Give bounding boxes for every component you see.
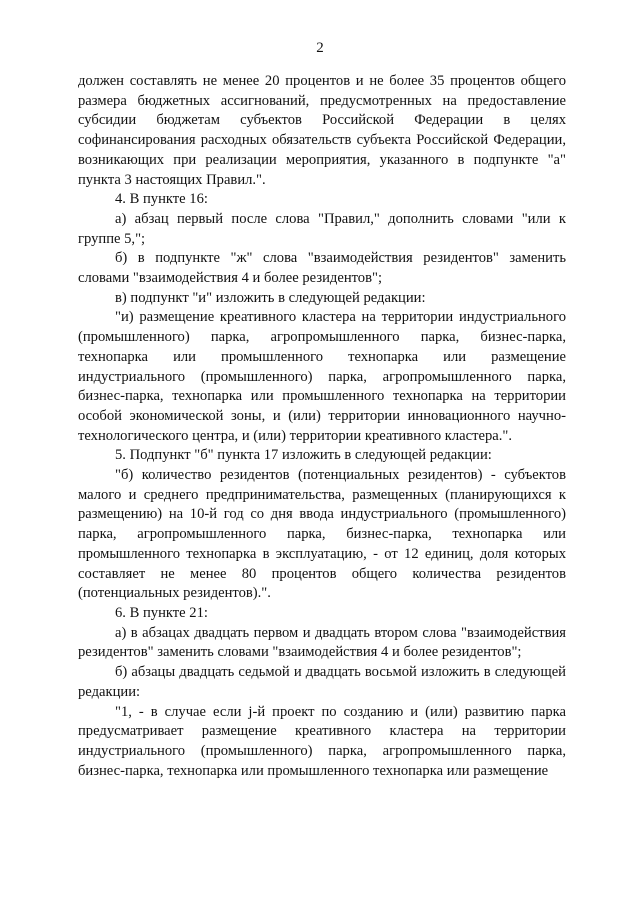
paragraph-quoted-subitem-b: "б) количество резидентов (потенциальных резидентов) - субъектов малого и среднего предпринимательства, размещенных (планирующихся к размещению) на 10-й год со дня ввода индустриального (промышленного) парка, агропромышленного парка, бизнес-парка, технопарка или промышленного технопарка в эксплуатацию, - от 12 единиц, доля которых составляет не менее 80 процентов общего количества резидентов (потенциальных резидентов).". <box>78 467 566 602</box>
paragraph-item-5: 5. Подпункт "б" пункта 17 изложить в следующей редакции: <box>115 447 492 464</box>
paragraph-subitem-v: в) подпункт "и" изложить в следующей редакции: <box>115 289 426 306</box>
paragraph-quoted-formula-text: "1, - в случае если j-й проект по созданию и (или) развитию парка предусматривает размещение креативного кластера на территории индустриального (промышленного) парка, агропромышленного парка, бизнес-парка, технопарка или промышленного технопарка или размещение <box>78 703 566 779</box>
page-number: 2 <box>316 40 324 56</box>
paragraph-item-4-heading: 4. В пункте 16: <box>115 191 208 208</box>
paragraph-item-6-heading: 6. В пункте 21: <box>115 604 208 621</box>
paragraph-subitem-b: б) в подпункте "ж" слова "взаимодействия резидентов" заменить словами "взаимодействия 4 и более резидентов"; <box>78 250 566 287</box>
document-body <box>78 72 566 781</box>
paragraph-continuation: должен составлять не менее 20 процентов и не более 35 процентов общего размера бюджетных ассигнований, предусмотренных на предоставление субсидии бюджетам субъектов Российской Федерации в целях софинансирования расходных обязательств субъекта Российской Федерации, возникающих при реализации мероприятия, указанного в подпункте "а" пункта 3 настоящих Правил.". <box>78 73 566 188</box>
paragraph-subitem-b-item-6: б) абзацы двадцать седьмой и двадцать восьмой изложить в следующей редакции: <box>78 664 566 700</box>
paragraph-quoted-subitem-i: "и) размещение креативного кластера на территории индустриального (промышленного) парка, агропромышленного парка, бизнес-парка, технопарка или промышленного технопарка или размещение индустриального (промышленного) парка, агропромышленного парка, бизнес-парка, технопарка или промышленного технопарка на территории особой экономической зоны, и (или) территории инновационного научно-технологического центра, и (или) территории креативного кластера.". <box>78 309 566 444</box>
paragraph-subitem-a: а) абзац первый после слова "Правил," дополнить словами "или к группе 5,"; <box>78 210 566 247</box>
paragraph-subitem-a-item-6: а) в абзацах двадцать первом и двадцать втором слова "взаимодействия резидентов" заменить словами "взаимодействия 4 и более резидентов"; <box>78 624 566 661</box>
